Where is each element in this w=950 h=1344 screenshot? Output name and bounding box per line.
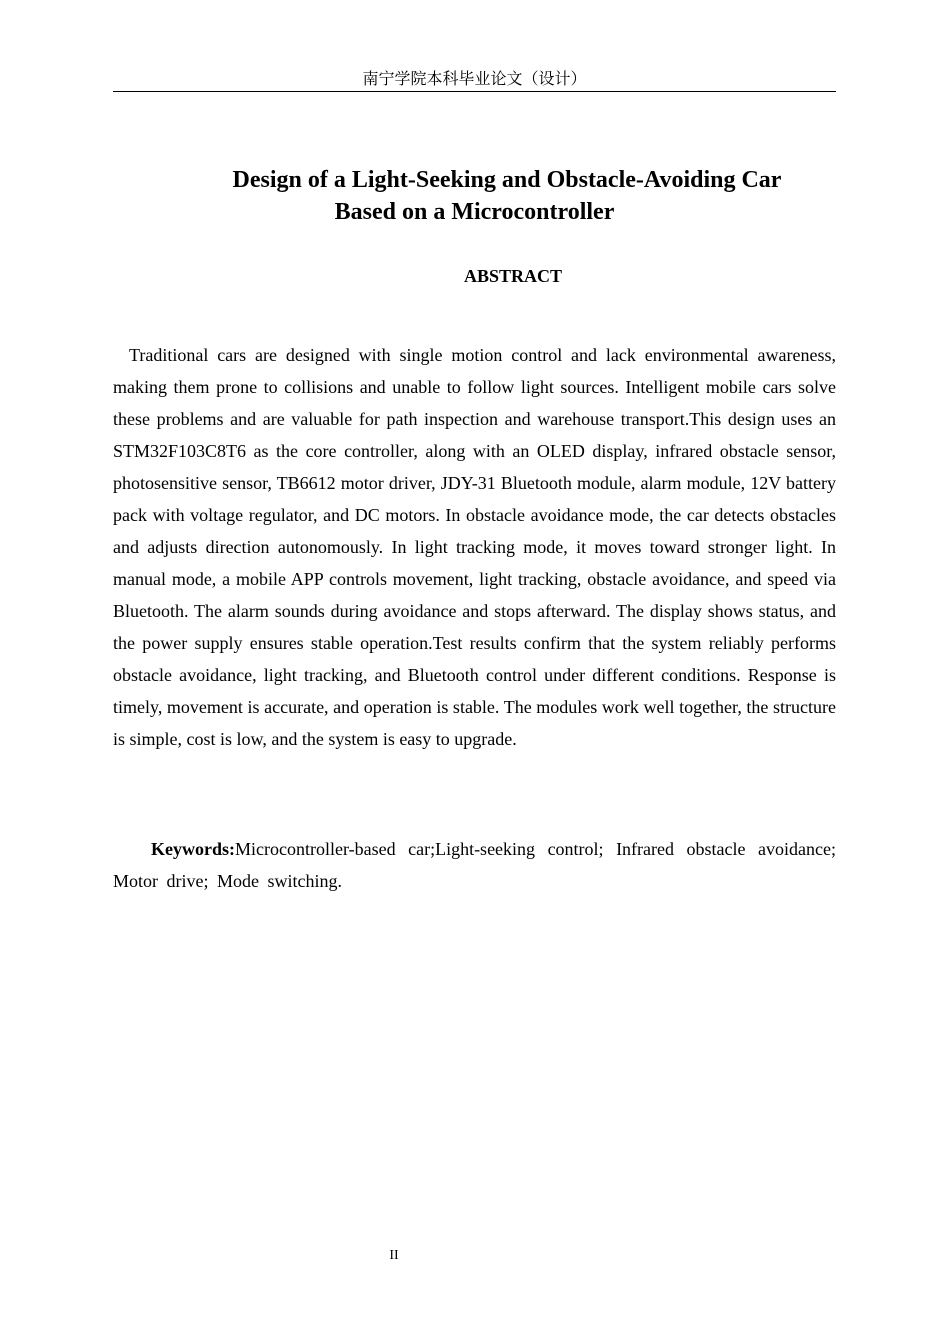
- thesis-title: [113, 164, 836, 228]
- keywords-label: Keywords:: [151, 839, 235, 859]
- abstract-body: Traditional cars are designed with single motion control and lack environmental awareness, making them prone to collisions and unable to follow light sources. Intelligent mobile cars solve these problems and are valuable for path inspection and warehouse transport.This design uses an STM32F103C8T6 as the core controller, along with an OLED display, infrared obstacle sensor, photosensitive sensor, TB6612 motor driver, JDY-31 Bluetooth module, alarm module, 12V battery pack with voltage regulator, and DC motors. In obstacle avoidance mode, the car detects obstacles and adjusts direction autonomously. In light tracking mode, it moves toward stronger light. In manual mode, a mobile APP controls movement, light tracking, obstacle avoidance, and speed via Bluetooth. The alarm sounds during avoidance and stops afterward. The display shows status, and the power supply ensures stable operation.Test results confirm that the system reliably performs obstacle avoidance, light tracking, and Bluetooth control under different conditions. Response is timely, movement is accurate, and operation is stable. The modules work well together, the structure is simple, cost is low, and the system is easy to upgrade.: [113, 345, 836, 749]
- keywords-text: Microcontroller-based car;Light-seeking control; Infrared obstacle avoidance; Motor drive; Mode switching.: [113, 839, 836, 891]
- page-number: II: [389, 1248, 399, 1263]
- title-line-1: Design of a Light-Seeking and Obstacle-Avoiding Car: [232, 167, 782, 193]
- running-header: 南宁学院本科毕业论文（设计）: [362, 69, 587, 88]
- header-rule: [113, 91, 836, 92]
- keywords-paragraph: [113, 833, 836, 897]
- abstract-heading: ABSTRACT: [463, 266, 563, 286]
- title-line-2: Based on a Microcontroller: [334, 199, 615, 225]
